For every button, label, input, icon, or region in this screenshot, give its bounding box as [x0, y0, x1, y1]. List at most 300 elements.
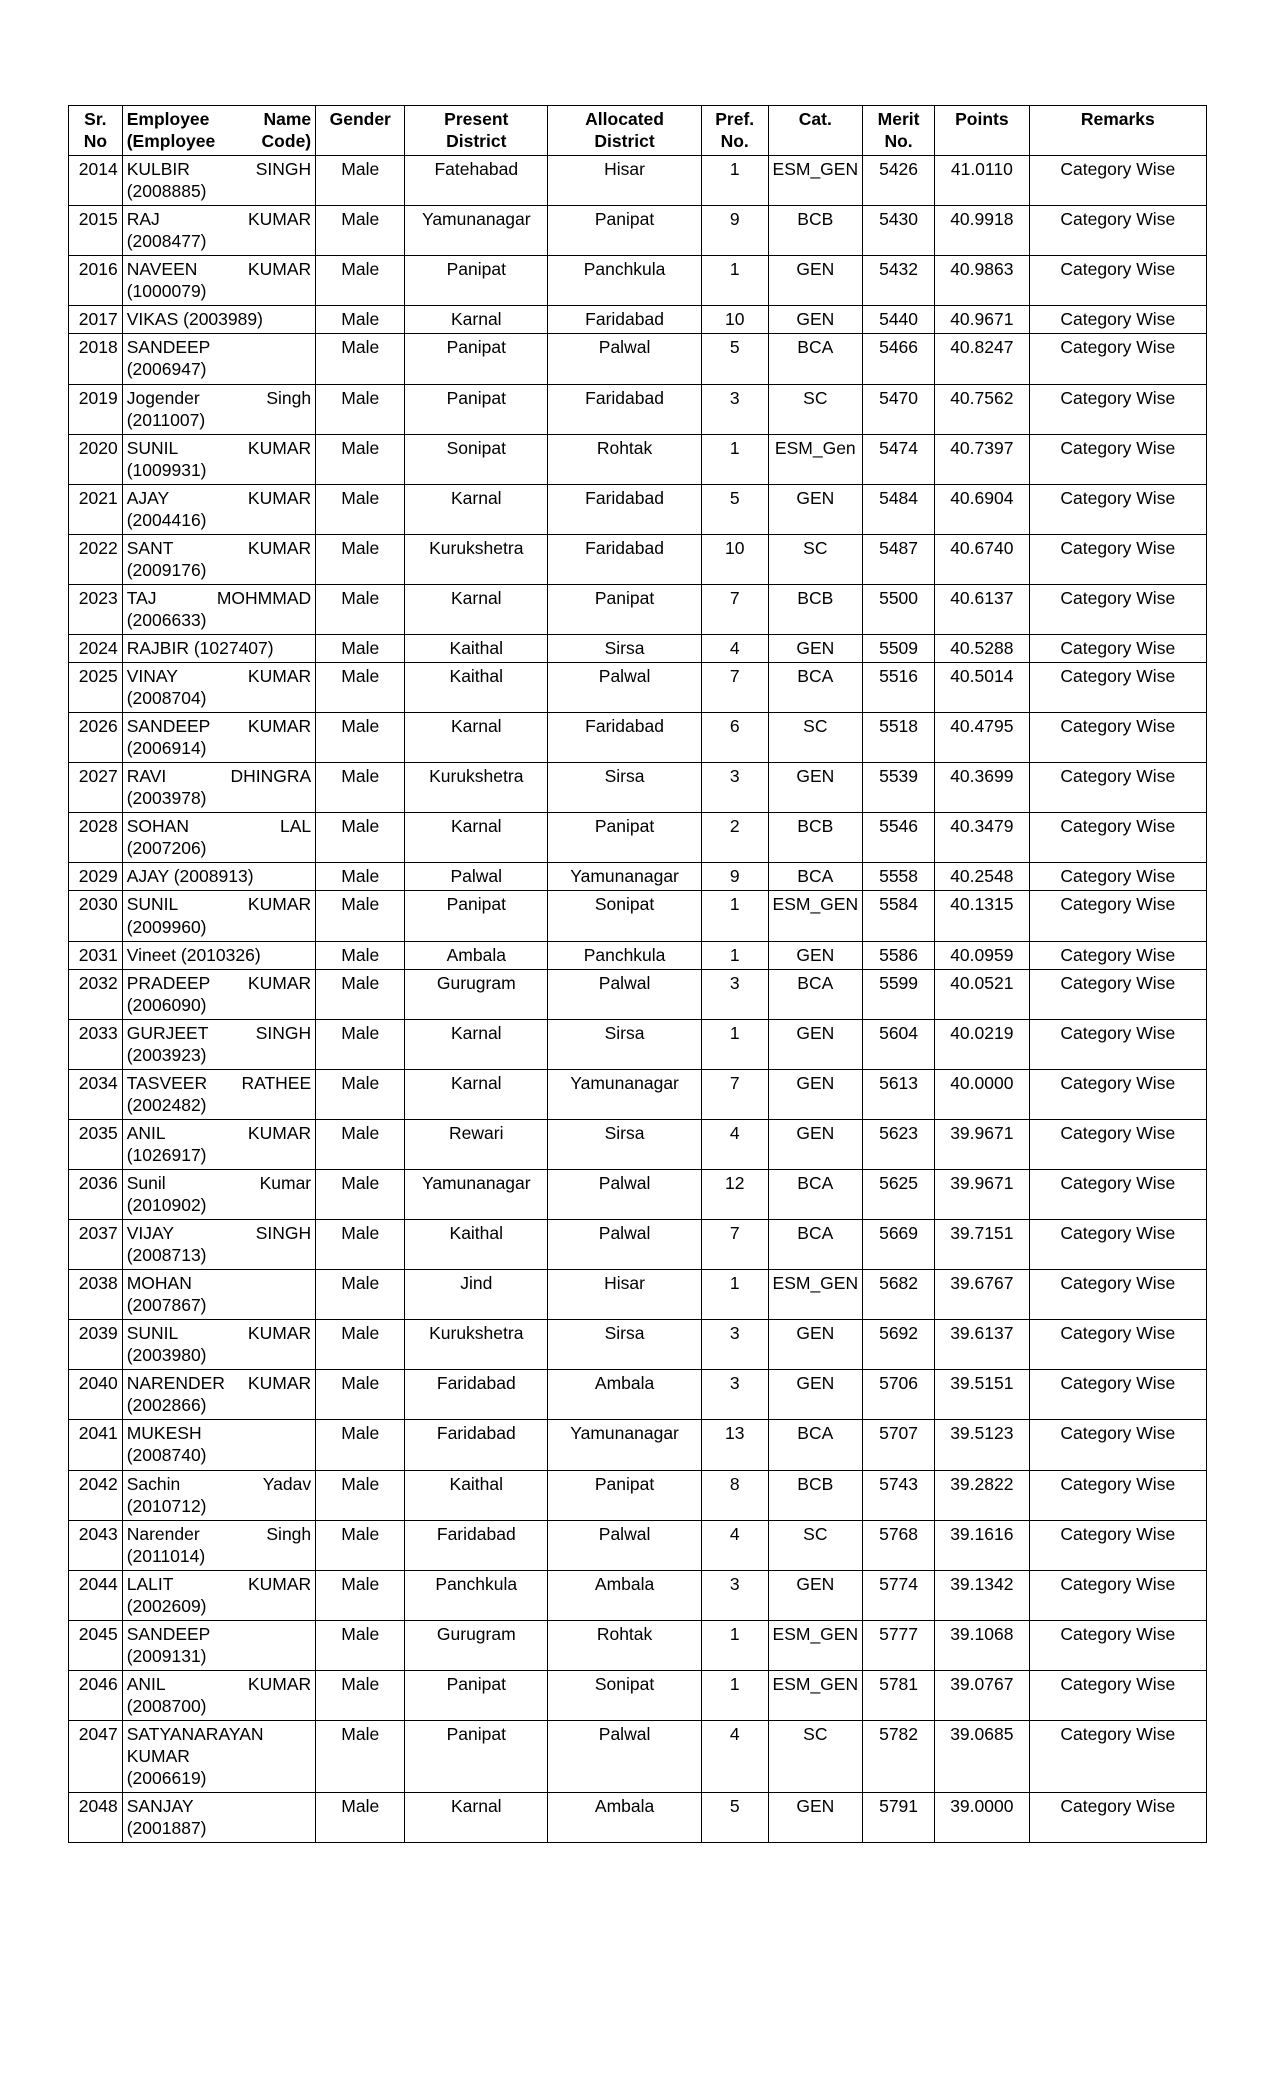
cell-employee-name — [122, 1620, 315, 1670]
cell-pref-no: 2 — [701, 813, 768, 863]
cell-points: 40.6904 — [935, 484, 1030, 534]
employee-code-text: (2008477) — [126, 231, 207, 252]
cell-merit-no: 5558 — [863, 863, 935, 891]
cell-allocated-district: Sirsa — [548, 1019, 702, 1069]
cell-merit-no: 5466 — [863, 334, 935, 384]
cell-merit-no: 5692 — [863, 1320, 935, 1370]
table-row — [69, 663, 1207, 713]
employee-name-text: NARENDER KUMAR — [126, 1373, 312, 1394]
cell-present-district: Gurugram — [405, 1620, 548, 1670]
cell-present-district: Yamunanagar — [405, 1169, 548, 1219]
column-header-present-district-line1: Present — [444, 109, 509, 129]
employee-code-text: (2002482) — [126, 1094, 207, 1115]
cell-allocated-district: Yamunanagar — [548, 863, 702, 891]
cell-pref-no: 3 — [701, 1320, 768, 1370]
table-row — [69, 1320, 1207, 1370]
cell-merit-no: 5682 — [863, 1270, 935, 1320]
column-header-remarks: Remarks — [1029, 106, 1206, 156]
cell-present-district: Jind — [405, 1270, 548, 1320]
cell-pref-no: 5 — [701, 484, 768, 534]
cell-present-district: Karnal — [405, 306, 548, 334]
cell-gender: Male — [316, 1069, 405, 1119]
cell-employee-name — [122, 1721, 315, 1793]
cell-employee-name — [122, 891, 315, 941]
cell-remarks: Category Wise — [1029, 891, 1206, 941]
cell-gender: Male — [316, 1670, 405, 1720]
cell-merit-no: 5586 — [863, 941, 935, 969]
cell-cat: ESM_GEN — [768, 1670, 863, 1720]
cell-employee-name — [122, 1320, 315, 1370]
cell-allocated-district: Ambala — [548, 1370, 702, 1420]
cell-employee-name — [122, 1119, 315, 1169]
cell-merit-no: 5500 — [863, 584, 935, 634]
cell-merit-no: 5791 — [863, 1793, 935, 1843]
employee-name-text: TASVEER RATHEE — [126, 1072, 312, 1093]
employee-name-text: SUNIL KUMAR — [126, 1323, 312, 1344]
cell-points: 39.7151 — [935, 1220, 1030, 1270]
table-row — [69, 1470, 1207, 1520]
cell-employee-name — [122, 206, 315, 256]
column-header-gender: Gender — [316, 106, 405, 156]
cell-present-district: Kaithal — [405, 1470, 548, 1520]
cell-points: 39.2822 — [935, 1470, 1030, 1520]
cell-employee-name — [122, 663, 315, 713]
employee-name-text: RAJBIR (1027407) — [126, 637, 274, 658]
cell-employee-name — [122, 941, 315, 969]
cell-sr-no: 2014 — [69, 156, 123, 206]
employee-code-text: (2004416) — [126, 509, 207, 530]
cell-points: 40.0219 — [935, 1019, 1030, 1069]
column-header-present-district — [405, 106, 548, 156]
employee-name-text: RAVI DHINGRA — [126, 766, 312, 787]
column-header-pref-no — [701, 106, 768, 156]
cell-allocated-district: Ambala — [548, 1793, 702, 1843]
cell-points: 40.7562 — [935, 384, 1030, 434]
cell-present-district: Sonipat — [405, 434, 548, 484]
employee-name-text: VIJAY SINGH — [126, 1223, 312, 1244]
cell-employee-name — [122, 384, 315, 434]
cell-allocated-district: Sirsa — [548, 1320, 702, 1370]
column-header-employee-name-line1: Employee Name — [126, 109, 312, 129]
cell-cat: GEN — [768, 256, 863, 306]
cell-merit-no: 5768 — [863, 1520, 935, 1570]
employee-allocation-table — [68, 105, 1207, 1843]
table-row — [69, 863, 1207, 891]
cell-points: 39.5151 — [935, 1370, 1030, 1420]
employee-code-text: (2002609) — [126, 1595, 207, 1616]
cell-merit-no: 5432 — [863, 256, 935, 306]
cell-present-district: Karnal — [405, 484, 548, 534]
cell-employee-name — [122, 256, 315, 306]
cell-merit-no: 5781 — [863, 1670, 935, 1720]
employee-code-text: (2009131) — [126, 1645, 207, 1666]
employee-code-text: (2008713) — [126, 1245, 207, 1266]
cell-points: 40.9918 — [935, 206, 1030, 256]
cell-allocated-district: Yamunanagar — [548, 1420, 702, 1470]
cell-remarks: Category Wise — [1029, 584, 1206, 634]
employee-code-text: (1026917) — [126, 1144, 207, 1165]
cell-employee-name — [122, 306, 315, 334]
table-body — [69, 156, 1207, 1843]
cell-sr-no: 2045 — [69, 1620, 123, 1670]
cell-employee-name — [122, 1520, 315, 1570]
cell-merit-no: 5669 — [863, 1220, 935, 1270]
column-header-sr-no-line2: No — [83, 131, 108, 152]
cell-gender: Male — [316, 434, 405, 484]
cell-present-district: Kaithal — [405, 663, 548, 713]
table-header-row — [69, 106, 1207, 156]
cell-sr-no: 2042 — [69, 1470, 123, 1520]
employee-name-text: VINAY KUMAR — [126, 666, 312, 687]
cell-employee-name — [122, 1019, 315, 1069]
cell-cat: GEN — [768, 1370, 863, 1420]
employee-code-text: (2008700) — [126, 1695, 207, 1716]
cell-present-district: Karnal — [405, 584, 548, 634]
cell-present-district: Panipat — [405, 256, 548, 306]
employee-name-text: MOHAN — [126, 1273, 192, 1294]
cell-sr-no: 2021 — [69, 484, 123, 534]
cell-employee-name — [122, 634, 315, 662]
cell-gender: Male — [316, 1420, 405, 1470]
cell-allocated-district: Rohtak — [548, 434, 702, 484]
cell-pref-no: 7 — [701, 1069, 768, 1119]
cell-employee-name — [122, 1793, 315, 1843]
cell-gender: Male — [316, 306, 405, 334]
cell-cat: SC — [768, 534, 863, 584]
cell-present-district: Kurukshetra — [405, 534, 548, 584]
cell-present-district: Kaithal — [405, 1220, 548, 1270]
cell-gender: Male — [316, 1470, 405, 1520]
cell-present-district: Panipat — [405, 384, 548, 434]
cell-points: 39.6137 — [935, 1320, 1030, 1370]
cell-pref-no: 5 — [701, 334, 768, 384]
cell-merit-no: 5777 — [863, 1620, 935, 1670]
cell-pref-no: 8 — [701, 1470, 768, 1520]
cell-gender: Male — [316, 534, 405, 584]
column-header-pref-no-line1: Pref. — [715, 109, 755, 129]
cell-present-district: Panchkula — [405, 1570, 548, 1620]
table-row — [69, 256, 1207, 306]
cell-present-district: Karnal — [405, 813, 548, 863]
cell-remarks: Category Wise — [1029, 256, 1206, 306]
cell-sr-no: 2043 — [69, 1520, 123, 1570]
cell-cat: GEN — [768, 1019, 863, 1069]
cell-sr-no: 2039 — [69, 1320, 123, 1370]
cell-allocated-district: Sirsa — [548, 763, 702, 813]
cell-remarks: Category Wise — [1029, 1793, 1206, 1843]
employee-code-text: (2008740) — [126, 1445, 207, 1466]
cell-points: 40.9863 — [935, 256, 1030, 306]
employee-code-text: (2008704) — [126, 688, 207, 709]
cell-merit-no: 5518 — [863, 713, 935, 763]
cell-present-district: Fatehabad — [405, 156, 548, 206]
cell-cat: SC — [768, 1520, 863, 1570]
cell-pref-no: 1 — [701, 891, 768, 941]
cell-employee-name — [122, 969, 315, 1019]
cell-sr-no: 2022 — [69, 534, 123, 584]
table-row — [69, 969, 1207, 1019]
table-row — [69, 1169, 1207, 1219]
cell-present-district: Karnal — [405, 1793, 548, 1843]
cell-allocated-district: Faridabad — [548, 306, 702, 334]
cell-remarks: Category Wise — [1029, 713, 1206, 763]
cell-cat: GEN — [768, 763, 863, 813]
cell-gender: Male — [316, 256, 405, 306]
cell-employee-name — [122, 1470, 315, 1520]
employee-name-text: RAJ KUMAR — [126, 209, 312, 230]
employee-name-text: LALIT KUMAR — [126, 1573, 312, 1594]
cell-gender: Male — [316, 763, 405, 813]
cell-cat: SC — [768, 713, 863, 763]
cell-employee-name — [122, 534, 315, 584]
cell-cat: BCA — [768, 663, 863, 713]
table-row — [69, 1420, 1207, 1470]
cell-pref-no: 1 — [701, 1019, 768, 1069]
employee-name-text: VIKAS (2003989) — [126, 309, 263, 330]
cell-merit-no: 5743 — [863, 1470, 935, 1520]
cell-pref-no: 1 — [701, 156, 768, 206]
cell-pref-no: 1 — [701, 434, 768, 484]
cell-gender: Male — [316, 1721, 405, 1793]
cell-cat: GEN — [768, 1570, 863, 1620]
cell-remarks: Category Wise — [1029, 1119, 1206, 1169]
cell-cat: SC — [768, 384, 863, 434]
employee-code-text: (2006947) — [126, 359, 207, 380]
cell-sr-no: 2028 — [69, 813, 123, 863]
cell-gender: Male — [316, 1570, 405, 1620]
cell-points: 39.9671 — [935, 1119, 1030, 1169]
cell-cat: BCA — [768, 1169, 863, 1219]
cell-remarks: Category Wise — [1029, 634, 1206, 662]
cell-points: 40.9671 — [935, 306, 1030, 334]
column-header-merit-no-line1: Merit — [877, 109, 920, 129]
cell-remarks: Category Wise — [1029, 813, 1206, 863]
cell-merit-no: 5706 — [863, 1370, 935, 1420]
cell-remarks: Category Wise — [1029, 156, 1206, 206]
employee-name-text: ANIL KUMAR — [126, 1673, 312, 1694]
cell-cat: ESM_GEN — [768, 156, 863, 206]
cell-pref-no: 10 — [701, 306, 768, 334]
cell-present-district: Kurukshetra — [405, 763, 548, 813]
employee-code-text: (2010902) — [126, 1195, 207, 1216]
cell-present-district: Karnal — [405, 713, 548, 763]
employee-code-text: (2003980) — [126, 1345, 207, 1366]
column-header-merit-no-line2: No. — [884, 131, 913, 152]
column-header-cat: Cat. — [768, 106, 863, 156]
cell-present-district: Ambala — [405, 941, 548, 969]
column-header-merit-no — [863, 106, 935, 156]
cell-cat: ESM_GEN — [768, 891, 863, 941]
table-row — [69, 813, 1207, 863]
cell-employee-name — [122, 1069, 315, 1119]
cell-pref-no: 10 — [701, 534, 768, 584]
cell-cat: BCA — [768, 863, 863, 891]
cell-allocated-district: Faridabad — [548, 534, 702, 584]
cell-gender: Male — [316, 891, 405, 941]
cell-points: 39.0767 — [935, 1670, 1030, 1720]
column-header-points: Points — [935, 106, 1030, 156]
cell-gender: Male — [316, 1119, 405, 1169]
table-row — [69, 1570, 1207, 1620]
employee-name-text: SANDEEP — [126, 1623, 211, 1644]
employee-code-text: (2006090) — [126, 994, 207, 1015]
table-row — [69, 1793, 1207, 1843]
cell-sr-no: 2020 — [69, 434, 123, 484]
cell-allocated-district: Faridabad — [548, 384, 702, 434]
cell-remarks: Category Wise — [1029, 763, 1206, 813]
cell-allocated-district: Rohtak — [548, 1620, 702, 1670]
employee-code-text: (2003923) — [126, 1044, 207, 1065]
cell-allocated-district: Yamunanagar — [548, 1069, 702, 1119]
cell-gender: Male — [316, 1320, 405, 1370]
cell-cat: BCA — [768, 334, 863, 384]
cell-remarks: Category Wise — [1029, 534, 1206, 584]
cell-points: 39.9671 — [935, 1169, 1030, 1219]
cell-present-district: Karnal — [405, 1019, 548, 1069]
cell-points: 40.8247 — [935, 334, 1030, 384]
cell-merit-no: 5604 — [863, 1019, 935, 1069]
cell-sr-no: 2036 — [69, 1169, 123, 1219]
cell-remarks: Category Wise — [1029, 1420, 1206, 1470]
cell-remarks: Category Wise — [1029, 1169, 1206, 1219]
cell-sr-no: 2030 — [69, 891, 123, 941]
employee-code-text: (2009176) — [126, 559, 207, 580]
cell-remarks: Category Wise — [1029, 863, 1206, 891]
employee-name-text: PRADEEP KUMAR — [126, 972, 312, 993]
cell-sr-no: 2024 — [69, 634, 123, 662]
cell-pref-no: 3 — [701, 1370, 768, 1420]
employee-name-text: Sunil Kumar — [126, 1172, 312, 1193]
table-row — [69, 713, 1207, 763]
cell-sr-no: 2047 — [69, 1721, 123, 1793]
cell-merit-no: 5625 — [863, 1169, 935, 1219]
cell-employee-name — [122, 1570, 315, 1620]
table-row — [69, 1670, 1207, 1720]
cell-gender: Male — [316, 1620, 405, 1670]
cell-merit-no: 5484 — [863, 484, 935, 534]
cell-sr-no: 2032 — [69, 969, 123, 1019]
cell-present-district: Panipat — [405, 1721, 548, 1793]
table-row — [69, 534, 1207, 584]
cell-points: 39.0000 — [935, 1793, 1030, 1843]
cell-remarks: Category Wise — [1029, 1570, 1206, 1620]
cell-points: 40.1315 — [935, 891, 1030, 941]
cell-remarks: Category Wise — [1029, 1520, 1206, 1570]
cell-allocated-district: Palwal — [548, 1721, 702, 1793]
cell-cat: ESM_GEN — [768, 1270, 863, 1320]
cell-sr-no: 2026 — [69, 713, 123, 763]
cell-remarks: Category Wise — [1029, 1721, 1206, 1793]
employee-code-text: (2009960) — [126, 916, 207, 937]
cell-points: 39.1342 — [935, 1570, 1030, 1620]
cell-remarks: Category Wise — [1029, 334, 1206, 384]
cell-allocated-district: Ambala — [548, 1570, 702, 1620]
cell-gender: Male — [316, 1220, 405, 1270]
table-row — [69, 484, 1207, 534]
cell-cat: BCA — [768, 1420, 863, 1470]
employee-code-text: (2006633) — [126, 609, 207, 630]
cell-merit-no: 5774 — [863, 1570, 935, 1620]
cell-allocated-district: Sirsa — [548, 1119, 702, 1169]
cell-merit-no: 5487 — [863, 534, 935, 584]
cell-sr-no: 2025 — [69, 663, 123, 713]
cell-cat: GEN — [768, 634, 863, 662]
cell-pref-no: 3 — [701, 969, 768, 1019]
cell-pref-no: 9 — [701, 863, 768, 891]
cell-present-district: Palwal — [405, 863, 548, 891]
table-row — [69, 763, 1207, 813]
cell-pref-no: 3 — [701, 763, 768, 813]
cell-gender: Male — [316, 663, 405, 713]
employee-code-text: (2011007) — [126, 409, 206, 430]
employee-name-text: SATYANARAYAN KUMAR — [126, 1724, 264, 1767]
cell-pref-no: 1 — [701, 1670, 768, 1720]
cell-gender: Male — [316, 584, 405, 634]
cell-allocated-district: Panipat — [548, 206, 702, 256]
cell-gender: Male — [316, 863, 405, 891]
cell-employee-name — [122, 813, 315, 863]
cell-gender: Male — [316, 206, 405, 256]
table-row — [69, 1370, 1207, 1420]
cell-merit-no: 5546 — [863, 813, 935, 863]
cell-merit-no: 5707 — [863, 1420, 935, 1470]
cell-merit-no: 5623 — [863, 1119, 935, 1169]
cell-merit-no: 5599 — [863, 969, 935, 1019]
cell-merit-no: 5430 — [863, 206, 935, 256]
cell-points: 39.1616 — [935, 1520, 1030, 1570]
cell-cat: BCA — [768, 969, 863, 1019]
column-header-sr-no — [69, 106, 123, 156]
table-row — [69, 434, 1207, 484]
table-row — [69, 1270, 1207, 1320]
cell-sr-no: 2040 — [69, 1370, 123, 1420]
cell-points: 40.3479 — [935, 813, 1030, 863]
cell-sr-no: 2048 — [69, 1793, 123, 1843]
cell-pref-no: 7 — [701, 663, 768, 713]
cell-pref-no: 3 — [701, 384, 768, 434]
cell-present-district: Karnal — [405, 1069, 548, 1119]
cell-gender: Male — [316, 384, 405, 434]
employee-name-text: GURJEET SINGH — [126, 1022, 312, 1043]
cell-sr-no: 2029 — [69, 863, 123, 891]
cell-cat: GEN — [768, 484, 863, 534]
cell-sr-no: 2016 — [69, 256, 123, 306]
table-row — [69, 334, 1207, 384]
cell-allocated-district: Panchkula — [548, 256, 702, 306]
cell-pref-no: 4 — [701, 1119, 768, 1169]
table-row — [69, 1220, 1207, 1270]
cell-merit-no: 5474 — [863, 434, 935, 484]
employee-code-text: (2010712) — [126, 1495, 207, 1516]
cell-employee-name — [122, 584, 315, 634]
cell-pref-no: 1 — [701, 256, 768, 306]
cell-remarks: Category Wise — [1029, 969, 1206, 1019]
cell-gender: Male — [316, 713, 405, 763]
table-row — [69, 941, 1207, 969]
cell-cat: BCB — [768, 584, 863, 634]
column-header-employee-name — [122, 106, 315, 156]
cell-present-district: Faridabad — [405, 1520, 548, 1570]
cell-points: 40.6740 — [935, 534, 1030, 584]
cell-cat: GEN — [768, 1320, 863, 1370]
cell-sr-no: 2027 — [69, 763, 123, 813]
cell-remarks: Category Wise — [1029, 1620, 1206, 1670]
cell-sr-no: 2033 — [69, 1019, 123, 1069]
table-header — [69, 106, 1207, 156]
column-header-pref-no-line2: No. — [720, 131, 749, 152]
cell-cat: BCB — [768, 1470, 863, 1520]
cell-pref-no: 1 — [701, 941, 768, 969]
